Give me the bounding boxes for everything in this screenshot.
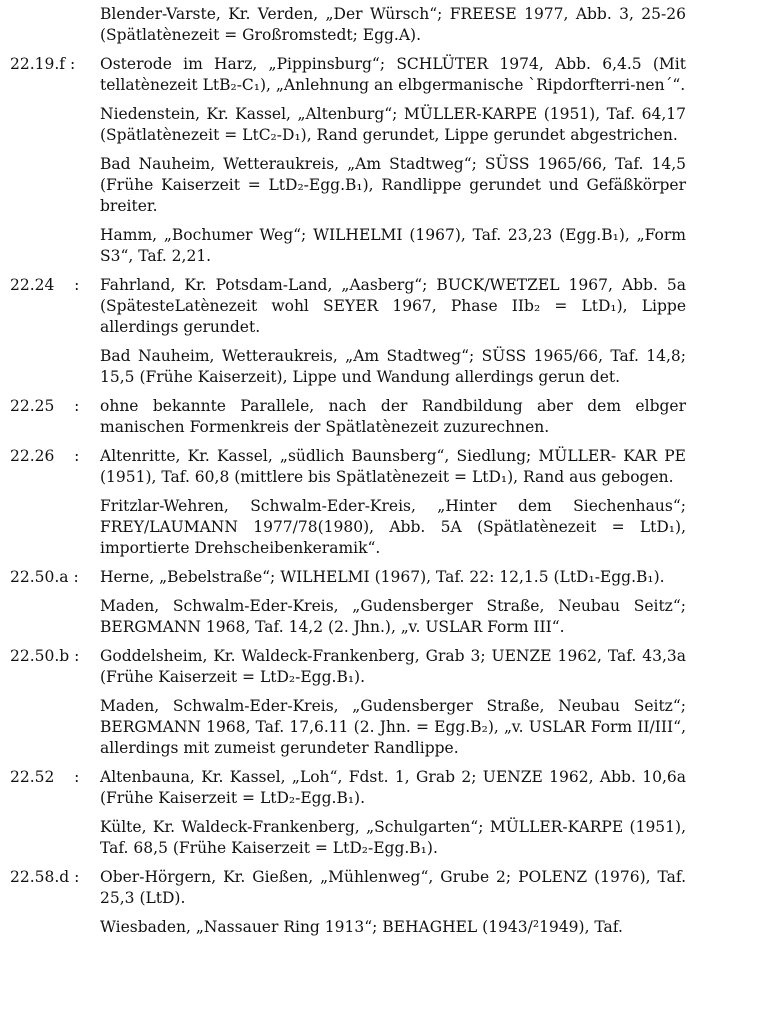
catalog-entry <box>10 275 690 396</box>
reference-paragraph: Bad Nauheim, Wetteraukreis, „Am Stadtweg“; SÜSS 1965/66, Taf. 14,5 (Frühe Kaiserzeit = LtD₂-Egg.B₁), Randlippe gerundet und Gefäßkörper breiter. <box>100 155 686 215</box>
reference-paragraph: Blender-Varste, Kr. Verden, „Der Würsch“; FREESE 1977, Abb. 3, 25-26 (Spätlatènezeit = Großromstedt; Egg.A). <box>100 5 686 44</box>
reference-paragraph: Maden, Schwalm-Eder-Kreis, „Gudensberger Straße, Neubau Seitz“; BERGMANN 1968, Taf. 17,6.11 (2. Jhn. = Egg.B₂), „v. USLAR Form II/III“, allerdings mit zumeist gerundeter Randlippe. <box>100 697 686 757</box>
entry-number: 22.58.d : <box>10 868 80 886</box>
reference-paragraph: Niedenstein, Kr. Kassel, „Altenburg“; MÜLLER-KARPE (1951), Taf. 64,17 (Spätlatènezeit = LtC₂-D₁), Rand gerundet, Lippe gerundet abgestrichen. <box>100 105 686 144</box>
entry-body <box>100 567 686 646</box>
entry-body <box>100 446 686 567</box>
catalog-entry <box>10 646 690 767</box>
reference-paragraph: Altenbauna, Kr. Kassel, „Loh“, Fdst. 1, Grab 2; UENZE 1962, Abb. 10,6a (Frühe Kaiserzeit = LtD₂-Egg.B₁). <box>100 768 686 807</box>
entry-body <box>100 54 686 275</box>
entry-body <box>100 4 686 54</box>
reference-paragraph: Osterode im Harz, „Pippinsburg“; SCHLÜTER 1974, Abb. 6,4.5 (Mit tellatènezeit LtB₂-C₁), „Anlehnung an elbgermanische `Ripdorfterri-nen´“. <box>100 55 686 94</box>
reference-paragraph: Herne, „Bebelstraße“; WILHELMI (1967), Taf. 22: 12,1.5 (LtD₁-Egg.B₁). <box>100 568 665 586</box>
entry-body <box>100 767 686 867</box>
catalog-entry <box>10 867 690 946</box>
entry-number: 22.50.b : <box>10 647 80 665</box>
entry-body <box>100 646 686 767</box>
reference-paragraph: Fahrland, Kr. Potsdam-Land, „Aasberg“; BUCK/WETZEL 1967, Abb. 5a (SpätesteLatènezeit wohl SEYER 1967, Phase IIb₂ = LtD₁), Lippe allerdings gerundet. <box>100 276 686 336</box>
entry-number: 22.24 : <box>10 276 80 294</box>
entry-body <box>100 275 686 396</box>
entry-number: 22.52 : <box>10 768 80 786</box>
entry-body <box>100 396 686 446</box>
catalog-entry <box>10 767 690 867</box>
reference-paragraph: Külte, Kr. Waldeck-Frankenberg, „Schulgarten“; MÜLLER-KARPE (1951), Taf. 68,5 (Frühe Kaiserzeit = LtD₂-Egg.B₁). <box>100 818 686 857</box>
entry-number: 22.25 : <box>10 397 80 415</box>
catalog-entry <box>10 396 690 446</box>
entry-body <box>100 867 686 946</box>
reference-paragraph: Goddelsheim, Kr. Waldeck-Frankenberg, Grab 3; UENZE 1962, Taf. 43,3a (Frühe Kaiserzeit = LtD₂-Egg.B₁). <box>100 647 686 686</box>
reference-paragraph: Altenritte, Kr. Kassel, „südlich Baunsberg“, Siedlung; MÜLLER- KAR PE (1951), Taf. 60,8 (mittlere bis Spätlatènezeit = LtD₁), Rand aus gebogen. <box>100 447 686 486</box>
catalog-entry <box>10 4 690 54</box>
catalog-list <box>10 4 690 946</box>
reference-paragraph: Fritzlar-Wehren, Schwalm-Eder-Kreis, „Hinter dem Siechenhaus“; FREY/LAUMANN 1977/78(1980), Abb. 5A (Spätlatènezeit = LtD₁), importierte Drehscheibenkeramik“. <box>100 497 686 557</box>
reference-paragraph: Hamm, „Bochumer Weg“; WILHELMI (1967), Taf. 23,23 (Egg.B₁), „Form S3“, Taf. 2,21. <box>100 226 686 265</box>
catalog-entry <box>10 54 690 275</box>
catalog-entry <box>10 567 690 646</box>
catalog-entry <box>10 446 690 567</box>
reference-paragraph: Wiesbaden, „Nassauer Ring 1913“; BEHAGHEL (1943/²1949), Taf. <box>100 918 623 936</box>
reference-paragraph: Ober-Hörgern, Kr. Gießen, „Mühlenweg“, Grube 2; POLENZ (1976), Taf. 25,3 (LtD). <box>100 868 686 907</box>
reference-paragraph: ohne bekannte Parallele, nach der Randbildung aber dem elbger manischen Formenkreis der Spätlatènezeit zuzurechnen. <box>100 397 686 436</box>
entry-number: 22.50.a : <box>10 568 79 586</box>
entry-number: 22.26 : <box>10 447 80 465</box>
entry-number: 22.19.f : <box>10 55 76 73</box>
reference-paragraph: Maden, Schwalm-Eder-Kreis, „Gudensberger Straße, Neubau Seitz“; BERGMANN 1968, Taf. 14,2 (2. Jhn.), „v. USLAR Form III“. <box>100 597 686 636</box>
reference-paragraph: Bad Nauheim, Wetteraukreis, „Am Stadtweg“; SÜSS 1965/66, Taf. 14,8; 15,5 (Frühe Kaiserzeit), Lippe und Wandung allerdings gerun det. <box>100 347 686 386</box>
